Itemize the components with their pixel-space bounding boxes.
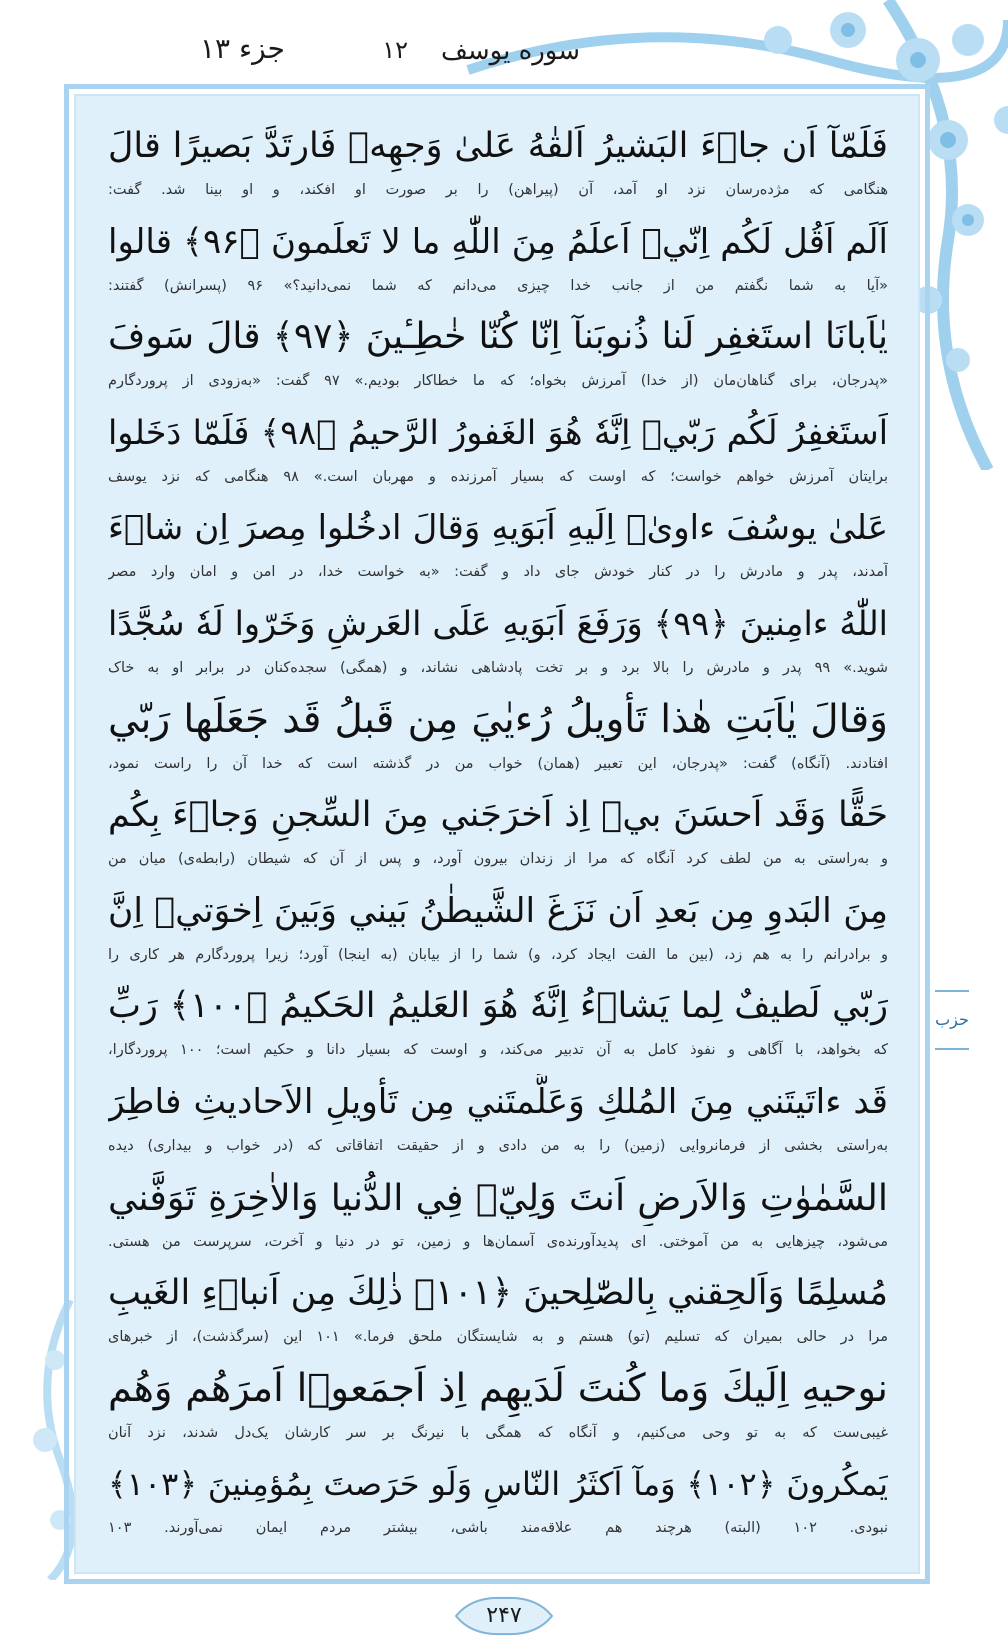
verse-line: [108, 787, 888, 883]
surah-title: سوره یوسف: [440, 36, 580, 66]
translation-line: به‌راستی بخشی از فرمانروایی (زمین) را به من دادی و از حقیقت اتفاقاتی که (در خواب و بیداری) دیده: [108, 1137, 888, 1154]
arabic-line: يَمكُرونَ ﴿۱۰۲﴾ وَمآ اَكثَرُ النّاسِ وَلَو حَرَصتَ بِمُؤمِنينَ ﴿۱۰۳﴾: [108, 1465, 888, 1504]
translation-line: برایتان آمرزش خواهم خواست؛ که اوست که بسیار آمرزنده و مهربان است.» ۹۸ هنگامی که نزد یوسف: [108, 468, 888, 485]
translation-line: غیبی‌ست که به تو وحی می‌کنیم، و آنگاه که همگی با نیرنگ بر سر کارشان یک‌دل شدند، نزد آنان: [108, 1424, 888, 1441]
quran-text-body: [108, 118, 888, 1568]
arabic-line: اللّٰهُ ءامِنينَ ﴿۹۹﴾ وَرَفَعَ اَبَوَيهِ عَلَى العَرشِ وَخَرّوا لَهٗ سُجَّدًا: [108, 603, 888, 643]
verse-line: [108, 596, 888, 692]
arabic-line: يٰاَبانَا استَغفِر لَنا ذُنوبَنآ اِنّا كُنّا خٰطِـٔينَ ﴿۹۷﴾ قالَ سَوفَ: [108, 316, 888, 358]
arabic-line: عَلىٰ يوسُفَ ءاوىٰۤ اِلَيهِ اَبَوَيهِ وَقالَ ادخُلوا مِصرَ اِن شاۤءَ: [108, 508, 888, 549]
hizb-marker: حزب: [935, 990, 969, 1050]
verse-line: [108, 1456, 888, 1552]
verse-line: [108, 883, 888, 979]
translation-line: مرا در حالی بمیران که تسلیم (تو) هستم و به شایستگان ملحق فرما.» ۱۰۱ این (سرگذشت)، از خبرهای: [108, 1329, 888, 1346]
verse-line: [108, 1361, 888, 1457]
arabic-line: مِنَ البَدوِ مِن بَعدِ اَن نَزَغَ الشَّيطٰنُ بَيني وَبَينَ اِخوَتيۤ اِنَّ: [108, 890, 888, 931]
page-number: ۲۴۷: [486, 1603, 522, 1628]
surah-number: ۱۲: [382, 36, 408, 64]
translation-line: که بخواهد، با آگاهی و نفوذ کامل به آن تدبیر می‌کند، و اوست که بسیار دانا و حکیم است؛ ۱۰۰ پروردگارا،: [108, 1042, 888, 1059]
juz-label: جزء ۱۳: [200, 32, 285, 65]
verse-line: [108, 1074, 888, 1170]
verse-line: [108, 1265, 888, 1361]
translation-line: «پدرجان، برای گناهان‌مان (از خدا) آمرزش بخواه؛ که ما خطاکار بودیم.» ۹۷ گفت: «به‌زودی از پروردگارم: [108, 373, 888, 390]
translation-line: می‌شود، چیزهایی به من آموختی. ای پدیدآورنده‌ی آسمان‌ها و زمین، تو در دنیا و آخرت، سرپرست من هستی.: [108, 1233, 888, 1250]
verse-line: [108, 978, 888, 1074]
page-number-badge: [452, 1594, 556, 1638]
translation-line: هنگامی که مژده‌رسان نزد او آمد، آن (پیراهن) را بر صورت او افکند، و او بینا شد. گفت:: [108, 182, 888, 198]
arabic-line: رَبّي لَطيفٌ لِما يَشاۤءُ اِنَّهٗ هُوَ العَليمُ الحَكيمُ ﴿۱۰۰﴾ رَبِّ: [108, 986, 888, 1027]
verse-line: [108, 692, 888, 788]
verse-line: [108, 309, 888, 405]
translation-line: افتادند. (آنگاه) گفت: «پدرجان، این تعبیر (همان) خواب من در گذشته است که خدا آن را راست نمود،: [108, 755, 888, 772]
translation-line: آمدند، پدر و مادرش را در کنار خودش جای داد و گفت: «به خواست خدا، در امن و امان وارد مصر: [108, 564, 888, 581]
page-header: [200, 32, 580, 72]
verse-line: [108, 118, 888, 214]
translation-line: نبودی. ۱۰۲ (البته) هرچند هم علاقه‌مند باشی، بیشتر مردم ایمان نمی‌آورند. ۱۰۳: [108, 1520, 888, 1537]
translation-line: شوید.» ۹۹ پدر و مادرش را بالا برد و بر تخت پادشاهی نشاند، و (همگی) سجده‌کنان در برابر او به خاک: [108, 659, 888, 676]
translation-line: و به‌راستی به من لطف کرد آنگاه که مرا از زندان بیرون آورد، و پس از آن که شیطان (رابطه‌ی) میان من: [108, 851, 888, 868]
verse-line: [108, 405, 888, 501]
translation-line: و برادرانم را به هم زد، (بین ما الفت ایجاد کرد، و) شما را از بیابان (به اینجا) آورد؛ زیرا پروردگارم هر کاری را: [108, 946, 888, 963]
arabic-line: اَستَغفِرُ لَكُم رَبّيۤ اِنَّهٗ هُوَ الغَفورُ الرَّحيمُ ﴿۹۸﴾ فَلَمّا دَخَلوا: [108, 412, 888, 452]
arabic-line: قَد ءاتَيتَني مِنَ المُلكِ وَعَلَّمتَني مِن تَأويلِ الاَحاديثِ فاطِرَ: [108, 1081, 888, 1122]
arabic-line: فَلَمّآ اَن جاۤءَ البَشيرُ اَلقٰهُ عَلىٰ وَجهِهٖ فَارتَدَّ بَصيرًا قالَ: [108, 126, 888, 166]
translation-line: «آیا به شما نگفتم من از جانب خدا چیزی می‌دانم که شما نمی‌دانید؟» ۹۶ (پسرانش) گفتند:: [108, 277, 888, 294]
verse-line: [108, 214, 888, 310]
arabic-line: اَلَم اَقُل لَكُم اِنّيۤ اَعلَمُ مِنَ اللّٰهِ ما لا تَعلَمونَ ﴿۹۶﴾ قالوا: [108, 221, 888, 262]
verse-line: [108, 500, 888, 596]
arabic-line: حَقًّا وَقَد اَحسَنَ بيۤ اِذ اَخرَجَني مِنَ السِّجنِ وَجاۤءَ بِكُم: [108, 795, 888, 836]
arabic-line: السَّمٰوٰتِ وَالاَرضِ اَنتَ وَلِيّٖ فِي الدُّنيا وَالاٰخِرَةِ تَوَفَّني: [108, 1175, 888, 1219]
arabic-line: مُسلِمًا وَاَلحِقني بِالصّٰلِحينَ ﴿۱۰۱﴾ ذٰلِكَ مِن اَنباۤءِ الغَيبِ: [108, 1273, 888, 1314]
verse-line: [108, 1170, 888, 1266]
arabic-line: نوحيهِ اِلَيكَ وَما كُنتَ لَدَيهِم اِذ اَجمَعوۤا اَمرَهُم وَهُم: [108, 1365, 888, 1411]
arabic-line: وَقالَ يٰاَبَتِ هٰذا تَأويلُ رُءيٰيَ مِن قَبلُ قَد جَعَلَها رَبّي: [108, 696, 888, 742]
